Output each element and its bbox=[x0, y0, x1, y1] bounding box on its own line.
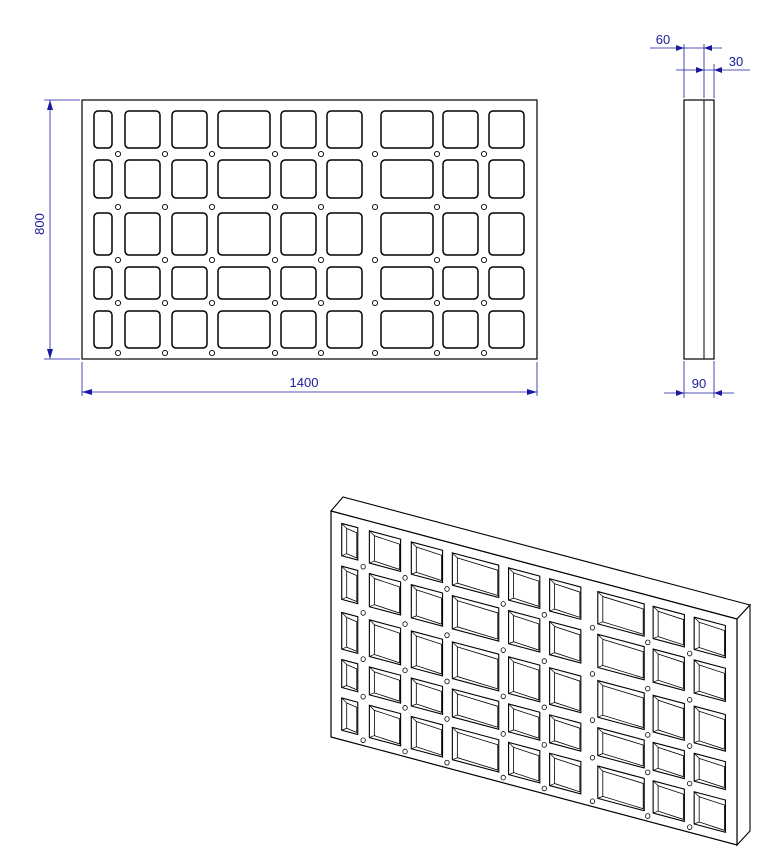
side-view bbox=[684, 100, 714, 359]
iso-bolt-hole bbox=[590, 672, 594, 677]
bolt-hole bbox=[372, 300, 377, 305]
iso-bolt-hole bbox=[445, 760, 449, 765]
iso-bolt-hole bbox=[646, 640, 650, 645]
iso-bolt-hole bbox=[403, 575, 407, 580]
pocket bbox=[94, 311, 112, 348]
bolt-hole bbox=[481, 257, 486, 262]
iso-bolt-hole bbox=[542, 705, 546, 710]
pocket bbox=[172, 160, 207, 198]
iso-bolt-hole bbox=[445, 679, 449, 684]
front-panel-outline bbox=[82, 100, 537, 359]
iso-bolt-hole bbox=[542, 612, 546, 617]
side-dimension-90-label: 90 bbox=[691, 376, 707, 391]
bolt-hole bbox=[434, 350, 439, 355]
bolt-hole bbox=[481, 300, 486, 305]
pocket bbox=[218, 267, 270, 299]
iso-bolt-hole bbox=[646, 732, 650, 737]
bolt-hole bbox=[209, 300, 214, 305]
iso-bolt-hole bbox=[688, 825, 692, 830]
bolt-hole bbox=[372, 204, 377, 209]
pocket bbox=[381, 267, 433, 299]
pocket bbox=[443, 311, 478, 348]
pocket bbox=[489, 160, 524, 198]
bolt-hole bbox=[318, 257, 323, 262]
pocket bbox=[94, 213, 112, 255]
iso-bolt-hole bbox=[403, 705, 407, 710]
iso-bolt-hole bbox=[688, 781, 692, 786]
bolt-hole bbox=[434, 151, 439, 156]
pocket bbox=[94, 111, 112, 148]
bolt-hole bbox=[434, 257, 439, 262]
bolt-hole bbox=[115, 300, 120, 305]
pocket bbox=[327, 213, 362, 255]
iso-bolt-hole bbox=[542, 659, 546, 664]
width-dimension-label: 1400 bbox=[289, 375, 319, 390]
iso-bolt-hole bbox=[501, 732, 505, 737]
bolt-hole bbox=[318, 151, 323, 156]
pocket bbox=[281, 311, 316, 348]
bolt-hole bbox=[372, 350, 377, 355]
bolt-hole bbox=[372, 257, 377, 262]
pocket bbox=[125, 213, 160, 255]
iso-bolt-hole bbox=[590, 625, 594, 630]
pocket bbox=[327, 267, 362, 299]
iso-bolt-hole bbox=[403, 749, 407, 754]
pocket bbox=[94, 267, 112, 299]
front-pockets bbox=[94, 111, 524, 348]
bolt-hole bbox=[209, 151, 214, 156]
pocket bbox=[125, 311, 160, 348]
bolt-hole bbox=[209, 204, 214, 209]
height-dimension bbox=[44, 100, 80, 359]
iso-bolt-hole bbox=[501, 694, 505, 699]
side-dimension-30-label: 30 bbox=[728, 54, 744, 69]
pocket bbox=[443, 213, 478, 255]
pocket bbox=[218, 311, 270, 348]
pocket bbox=[489, 111, 524, 148]
bolt-hole bbox=[481, 204, 486, 209]
pocket bbox=[125, 267, 160, 299]
pocket bbox=[443, 267, 478, 299]
iso-bolt-hole bbox=[688, 744, 692, 749]
front-view bbox=[82, 100, 537, 359]
pocket bbox=[281, 160, 316, 198]
iso-bolt-hole bbox=[445, 587, 449, 592]
pocket bbox=[125, 111, 160, 148]
iso-bolt-hole bbox=[361, 564, 365, 569]
pocket bbox=[172, 213, 207, 255]
bolt-hole bbox=[372, 151, 377, 156]
iso-bolt-hole bbox=[501, 775, 505, 780]
side-dimension-60 bbox=[650, 44, 722, 98]
bolt-hole bbox=[162, 300, 167, 305]
bolt-hole bbox=[115, 151, 120, 156]
bolt-hole bbox=[162, 204, 167, 209]
bolt-hole bbox=[115, 350, 120, 355]
pocket bbox=[125, 160, 160, 198]
pocket bbox=[381, 213, 433, 255]
iso-bolt-hole bbox=[501, 602, 505, 607]
iso-bolt-hole bbox=[590, 718, 594, 723]
pocket bbox=[443, 111, 478, 148]
iso-bolt-hole bbox=[361, 694, 365, 699]
bolt-hole bbox=[318, 204, 323, 209]
pocket bbox=[327, 160, 362, 198]
bolt-hole bbox=[318, 350, 323, 355]
pocket bbox=[218, 111, 270, 148]
pocket bbox=[281, 213, 316, 255]
iso-bolt-hole bbox=[590, 755, 594, 760]
pocket bbox=[281, 267, 316, 299]
pocket bbox=[381, 160, 433, 198]
bolt-hole bbox=[162, 257, 167, 262]
bolt-hole bbox=[272, 300, 277, 305]
iso-bolt-hole bbox=[403, 668, 407, 673]
pocket bbox=[489, 311, 524, 348]
side-dimension-30 bbox=[676, 64, 750, 98]
pocket bbox=[381, 311, 433, 348]
bolt-hole bbox=[318, 300, 323, 305]
bolt-hole bbox=[272, 257, 277, 262]
bolt-hole bbox=[162, 350, 167, 355]
bolt-hole bbox=[481, 151, 486, 156]
bolt-hole bbox=[272, 350, 277, 355]
pocket bbox=[381, 111, 433, 148]
iso-pocket bbox=[342, 566, 358, 603]
pocket bbox=[172, 311, 207, 348]
iso-bolt-hole bbox=[688, 697, 692, 702]
iso-bolt-hole bbox=[590, 799, 594, 804]
iso-bolt-hole bbox=[542, 742, 546, 747]
bolt-hole bbox=[272, 151, 277, 156]
pocket bbox=[327, 111, 362, 148]
front-holes bbox=[115, 151, 486, 355]
side-panel-outline bbox=[684, 100, 714, 359]
pocket bbox=[489, 213, 524, 255]
isometric-view bbox=[331, 497, 750, 845]
iso-bolt-hole bbox=[501, 648, 505, 653]
bolt-hole bbox=[115, 204, 120, 209]
iso-bolt-hole bbox=[403, 622, 407, 627]
side-dimension-60-label: 60 bbox=[655, 32, 671, 47]
bolt-hole bbox=[434, 300, 439, 305]
iso-bolt-hole bbox=[688, 651, 692, 656]
bolt-hole bbox=[272, 204, 277, 209]
bolt-hole bbox=[115, 257, 120, 262]
iso-bolt-hole bbox=[646, 770, 650, 775]
pocket bbox=[327, 311, 362, 348]
pocket bbox=[172, 111, 207, 148]
iso-right-face bbox=[737, 605, 750, 845]
iso-bolt-hole bbox=[361, 657, 365, 662]
iso-bolt-hole bbox=[646, 686, 650, 691]
pocket bbox=[489, 267, 524, 299]
pocket bbox=[281, 111, 316, 148]
pocket bbox=[443, 160, 478, 198]
pocket bbox=[218, 160, 270, 198]
bolt-hole bbox=[481, 350, 486, 355]
iso-bolt-hole bbox=[361, 738, 365, 743]
iso-bolt-hole bbox=[445, 717, 449, 722]
iso-bolt-hole bbox=[445, 633, 449, 638]
bolt-hole bbox=[434, 204, 439, 209]
bolt-hole bbox=[209, 350, 214, 355]
iso-bolt-hole bbox=[646, 814, 650, 819]
bolt-hole bbox=[162, 151, 167, 156]
height-dimension-label: 800 bbox=[32, 213, 47, 235]
iso-bolt-hole bbox=[361, 611, 365, 616]
pocket bbox=[172, 267, 207, 299]
pocket bbox=[94, 160, 112, 198]
iso-bolt-hole bbox=[542, 786, 546, 791]
pocket bbox=[218, 213, 270, 255]
bolt-hole bbox=[209, 257, 214, 262]
